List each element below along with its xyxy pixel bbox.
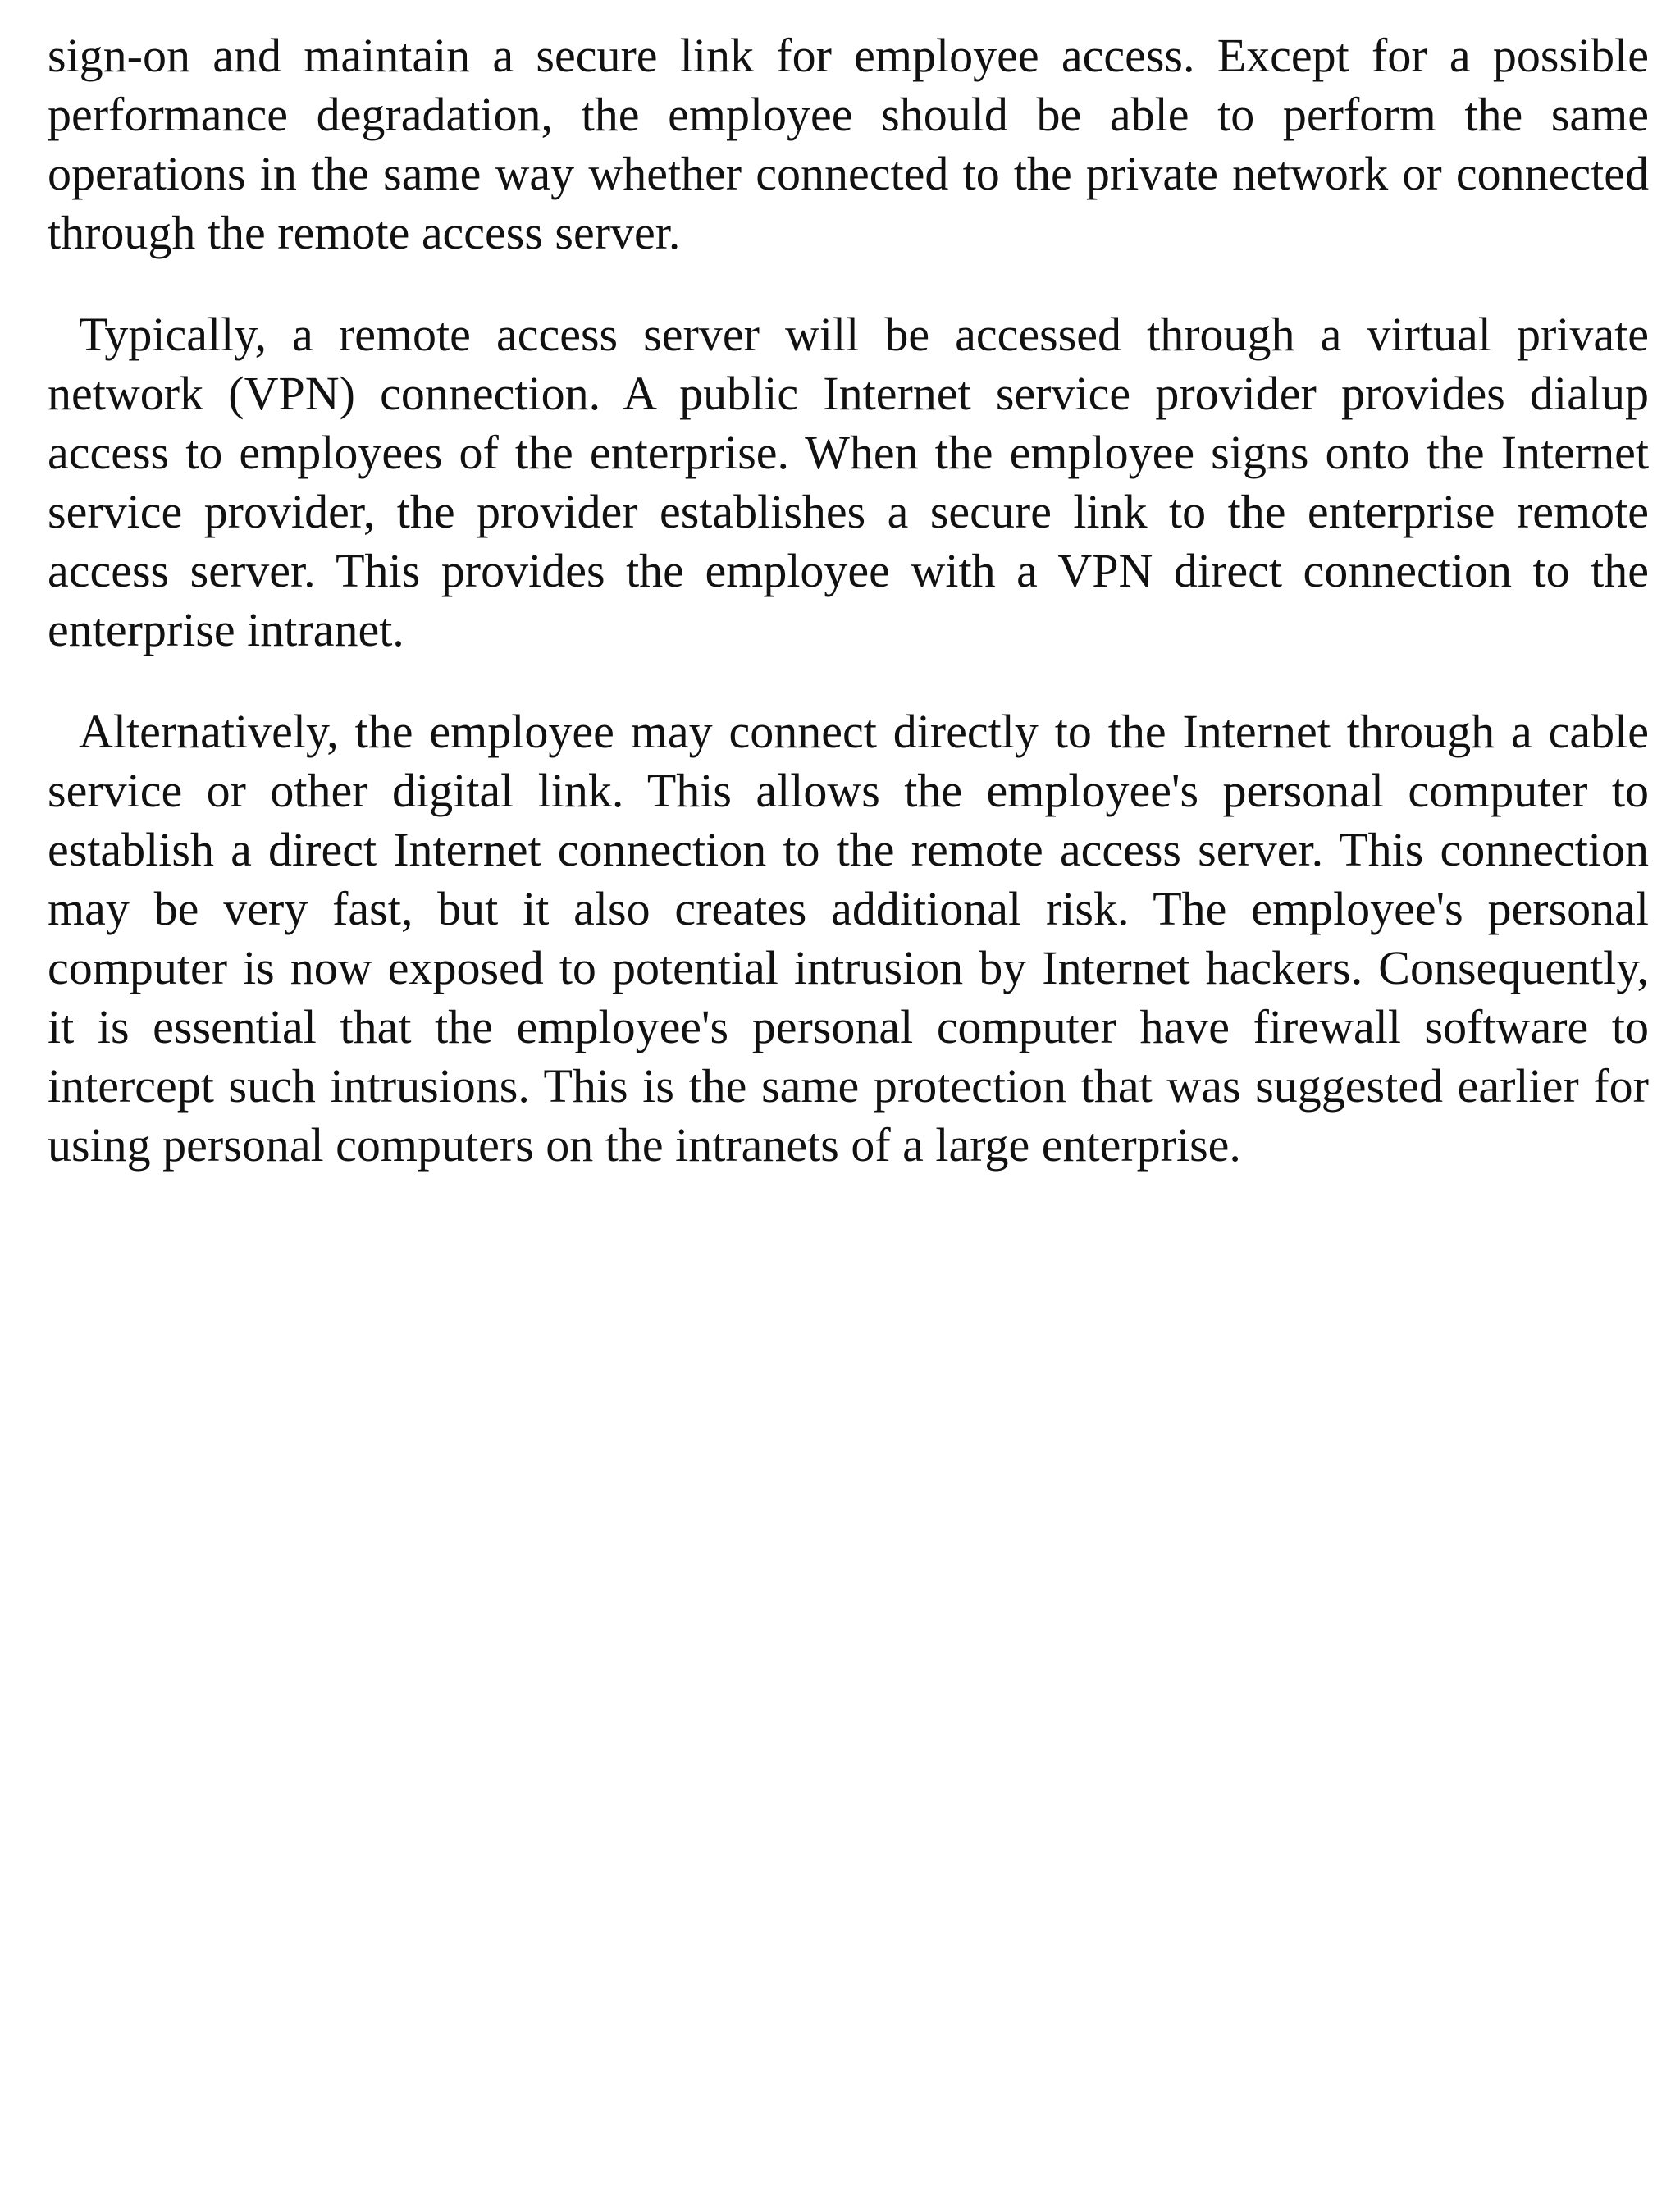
paragraph-2: Typically, a remote access server will be accessed through a virtual private network (VPN) connection. A public Internet service provider provides dialup access to employees of the enterprise. When the employee signs onto the Internet service provider, the provider establishes a secure link to the enterprise remote access server. This provides the employee with a VPN direct connection to the enterprise intranet. — [48, 308, 1649, 656]
paragraph-1: sign-on and maintain a secure link for employee access. Except for a possible performance degradation, the employee should be able to perform the same operations in the same way whether connected to the private network or connected through the remote access server. — [48, 29, 1649, 259]
paragraph-3: Alternatively, the employee may connect directly to the Internet through a cable service or other digital link. This allows the employee's personal computer to establish a direct Internet connection to the remote access server. This connection may be very fast, but it also creates additional risk. The employee's personal computer is now exposed to potential intrusion by Internet hackers. Consequently, it is essential that the employee's personal computer have firewall software to intercept such intrusions. This is the same protection that was suggested earlier for using personal computers on the intranets of a large enterprise. — [48, 705, 1649, 1172]
